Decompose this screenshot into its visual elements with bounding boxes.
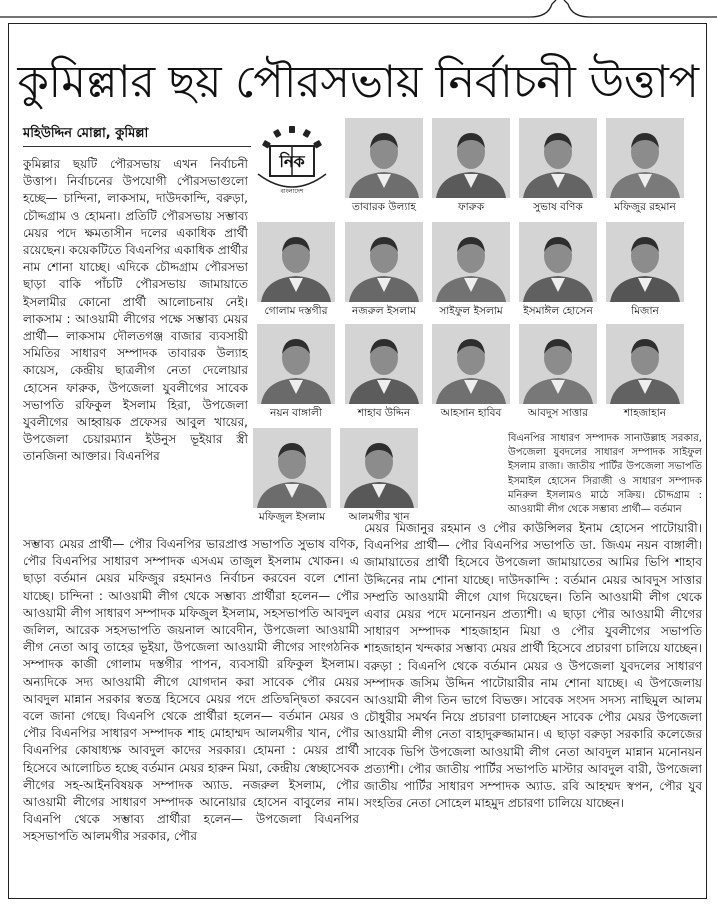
- candidate-name-caption: মফিজুর রহমান: [614, 201, 676, 213]
- candidate-name-caption: শাহজাহান: [623, 407, 667, 419]
- candidate-photo: [606, 118, 684, 198]
- candidate-photo: [345, 222, 423, 302]
- candidate-name-caption: আবদুস সাত্তার: [527, 407, 589, 419]
- candidate-photo: [345, 118, 423, 198]
- candidate-name-caption: মিজান: [631, 305, 659, 317]
- election-commission-logo: [252, 124, 332, 200]
- candidate-photo: [345, 324, 423, 404]
- candidate-photo: [432, 222, 510, 302]
- candidate-name-caption: সুভাষ বণিক: [533, 201, 583, 213]
- candidate-photo: [432, 118, 510, 198]
- candidate-name-caption: ইসমাঈল হোসেন: [523, 305, 593, 317]
- candidate-name-caption: তাবারক উল্যাহ: [352, 201, 416, 213]
- candidate-name-caption: আলমগীর খান: [348, 511, 410, 523]
- candidate-photo: [519, 118, 597, 198]
- headline: কুমিল্লার ছয় পৌরসভায় নির্বাচনী উত্তাপ: [17, 55, 699, 108]
- logo-letters: নিক: [279, 152, 305, 171]
- candidate-name-caption: শাহাব উদ্দিন: [357, 407, 411, 419]
- body-text-column-right: বিএনপির সাধারণ সম্পাদক সানাউল্লাহ সরকার, উপজেলা যুবদলের সাধারণ সম্পাদক সাইফুল ইসলাম রাজা। জাতীয় পার্টির উপজেলা সভাপতি ইসমাইল হোসেন সিরাজী ও সাধারণ সম্পাদক মনিরুল ইসলামও মাঠে সক্রিয়। চৌদ্দগ্রাম : আওয়ামী লীগ থেকে সম্ভাব্য প্রার্থী— বর্তমান: [508, 433, 702, 516]
- byline: মহিউদ্দিন মোল্লা, কুমিল্লা: [23, 126, 149, 141]
- candidate-name-caption: নজরুল ইসলাম: [352, 305, 416, 317]
- candidate-photo: [257, 222, 335, 302]
- top-decorative-border: [0, 0, 717, 20]
- candidate-name-caption: ফারুক: [457, 201, 485, 213]
- body-text-column-1: কুমিল্লার ছয়টি পৌরসভায় এখন নির্বাচনী উত্তাপ। নির্বাচনের উপযোগী পৌরসভাগুলো হচ্ছে— চান্দিনা, লাকসাম, দাউদকান্দি, বরুড়া, চৌদ্দগ্রাম ও হোমনা। প্রতিটি পৌরসভায় সম্ভাব্য মেয়র পদে ক্ষমতাসীন দলের একাধিক প্রার্থী রয়েছেন। কয়েকটিতে বিএনপির একাধিক প্রার্থীর নাম শোনা যাচ্ছে। এদিকে চৌদ্দগ্রাম পৌরসভা ছাড়া বাকি পাঁচটি পৌরসভায় জামায়াতে ইসলামীর কোনো প্রার্থী আলোচনায় নেই। লাকসাম : আওয়ামী লীগের পক্ষে সম্ভাব্য মেয়র প্রার্থী— লাকসাম দৌলতগঞ্জ বাজার ব্যবসায়ী সমিতির সাধারণ সম্পাদক তাবারক উল্যাহ কায়েস, কেন্দ্রীয় ছাত্রলীগ নেতা দেলোয়ার হোসেন ফারুক, উপজেলা যুবলীগের সাবেক সভাপতি রফিকুল ইসলাম হিরা, উপজেলা যুবলীগের আহ্বায়ক প্রফেসর আবুল খায়ের, উপজেলা চেয়ারম্যান ইউনুস ভূইয়ার স্ত্রী তানজিনা আক্তার। বিএনপির: [23, 157, 248, 464]
- candidate-name-caption: সাইফুল ইসলাম: [439, 305, 503, 317]
- body-text-bottom-right: মেয়র মিজানুর রহমান ও পৌর কাউন্সিলর ইনাম হোসেন পাটোয়ারী। বিএনপির প্রার্থী— পৌর বিএনপির সভাপতি ডা. জিএম নয়ন বাঙ্গালী। জামায়াতের প্রার্থী হিসেবে উপজেলা জামায়াতের আমির ভিপি শাহাব উদ্দিনের নাম শোনা যাচ্ছে। দাউদকান্দি : বর্তমান মেয়র আবদুস সাত্তার সম্প্রতি আওয়ামী লীগে যোগ দিয়েছেন। তিনি আওয়ামী লীগ থেকে এবার মেয়র পদে মনোনয়ন প্রত্যাশী। এ ছাড়া পৌর আওয়ামী লীগের সাধারণ সম্পাদক শাহজাহান মিয়া ও পৌর যুবলীগের সভাপতি শাহজাহান খন্দকার সম্ভাব্য মেয়র প্রার্থী হিসেবে প্রচারণা চালিয়ে যাচ্ছেন। বরুড়া : বিএনপি থেকে বর্তমান মেয়র ও উপজেলা যুবদলের সাধারণ সম্পাদক জসিম উদ্দিন পাটোয়ারীর নাম শোনা যাচ্ছে। এ উপজেলায় আওয়ামী লীগ তিন ভাগে বিভক্ত। সাবেক সংসদ সদস্য নাছিমুল আলম চৌধুরীর সমর্থন নিয়ে প্রচারণা চালাচ্ছেন সাবেক পৌর মেয়র উপজেলা আওয়ামী লীগ নেতা বাহাদুরুজ্জামান। এ ছাড়া বরুড়া সরকারি কলেজের সাবেক ভিপি উপজেলা আওয়ামী লীগ নেতা আবদুল মান্নান মনোনয়ন প্রত্যাশী। পৌর জাতীয় পার্টির সভাপতি মাস্টার আবদুল বারী, উপজেলা জাতীয় পার্টির সাধারণ সম্পাদক অ্যাড. রবি আহম্মদ স্বপন, পৌর যুব সংহতির নেতা সোহেল মাহমুদ প্রচারণা চালিয়ে যাচ্ছেন।: [364, 521, 702, 811]
- candidate-name-caption: নয়ন বাঙ্গালী: [270, 407, 322, 419]
- candidate-photo: [606, 222, 684, 302]
- candidate-photo: [432, 324, 510, 404]
- candidate-photo: [519, 222, 597, 302]
- candidate-name-caption: আহসান হাবিব: [440, 407, 502, 419]
- candidate-photo: [519, 324, 597, 404]
- body-text-bottom-left: সম্ভাব্য মেয়র প্রার্থী— পৌর বিএনপির ভারপ্রাপ্ত সভাপতি সুভাষ বণিক, পৌর বিএনপির সাধারণ সম্পাদক এসএম তাজুল ইসলাম খোকন। এ ছাড়া বর্তমান মেয়র মফিজুর রহমানও নির্বাচন করবেন বলে শোনা যাচ্ছে। চান্দিনা : আওয়ামী লীগ থেকে সম্ভাব্য প্রার্থীরা হলেন— পৌর আওয়ামী লীগ সাধারণ সম্পাদক মফিজুল ইসলাম, সহসভাপতি আবদুল জলিল, আরেক সহসভাপতি জয়নাল আবেদীন, উপজেলা আওয়ামী লীগ নেতা আবু তাহের ভূইয়া, উপজেলা আওয়ামী লীগের সাংগঠনিক সম্পাদক কাজী গোলাম দস্তগীর পাপন, ব্যবসায়ী রফিকুল ইসলাম। অন্যদিকে সদ্য আওয়ামী লীগে যোগদান করা সাবেক পৌর মেয়র আবদুল মান্নান সরকার স্বতন্ত্র হিসেবে মেয়র পদে প্রতিদ্বন্দ্বিতা করবেন বলে জানা গেছে। বিএনপি থেকে প্রার্থীরা হলেন— বর্তমান মেয়র ও পৌর বিএনপির সাধারণ সম্পাদক শাহ মোহাম্মদ আলমগীর খান, পৌর বিএনপির কোষাধ্যক্ষ আবদুল কাদের সরকার। হোমনা : মেয়র প্রার্থী হিসেবে আলোচিত হচ্ছে বর্তমান মেয়র হারুন মিয়া, কেন্দ্রীয় স্বেচ্ছাসেবক লীগের সহ-আইনবিষয়ক সম্পাদক অ্যাড. নজরুল ইসলাম, পৌর আওয়ামী লীগের সাধারণ সম্পাদক আনোয়ার হোসেন বাবুলের নাম। বিএনপি থেকে সম্ভাব্য প্রার্থীরা হলেন— উপজেলা বিএনপির সহসভাপতি আলমগীর সরকার, পৌর: [23, 537, 359, 844]
- candidate-name-caption: মফিজুল ইসলাম: [258, 511, 326, 523]
- logo-caption: বাংলাদেশ: [280, 188, 304, 195]
- byline-underline: [23, 146, 251, 147]
- candidate-photo: [606, 324, 684, 404]
- candidate-photo: [257, 324, 335, 404]
- candidate-photo: [340, 428, 418, 508]
- candidate-photo: [253, 428, 331, 508]
- candidate-name-caption: গোলাম দস্তগীর: [264, 305, 328, 317]
